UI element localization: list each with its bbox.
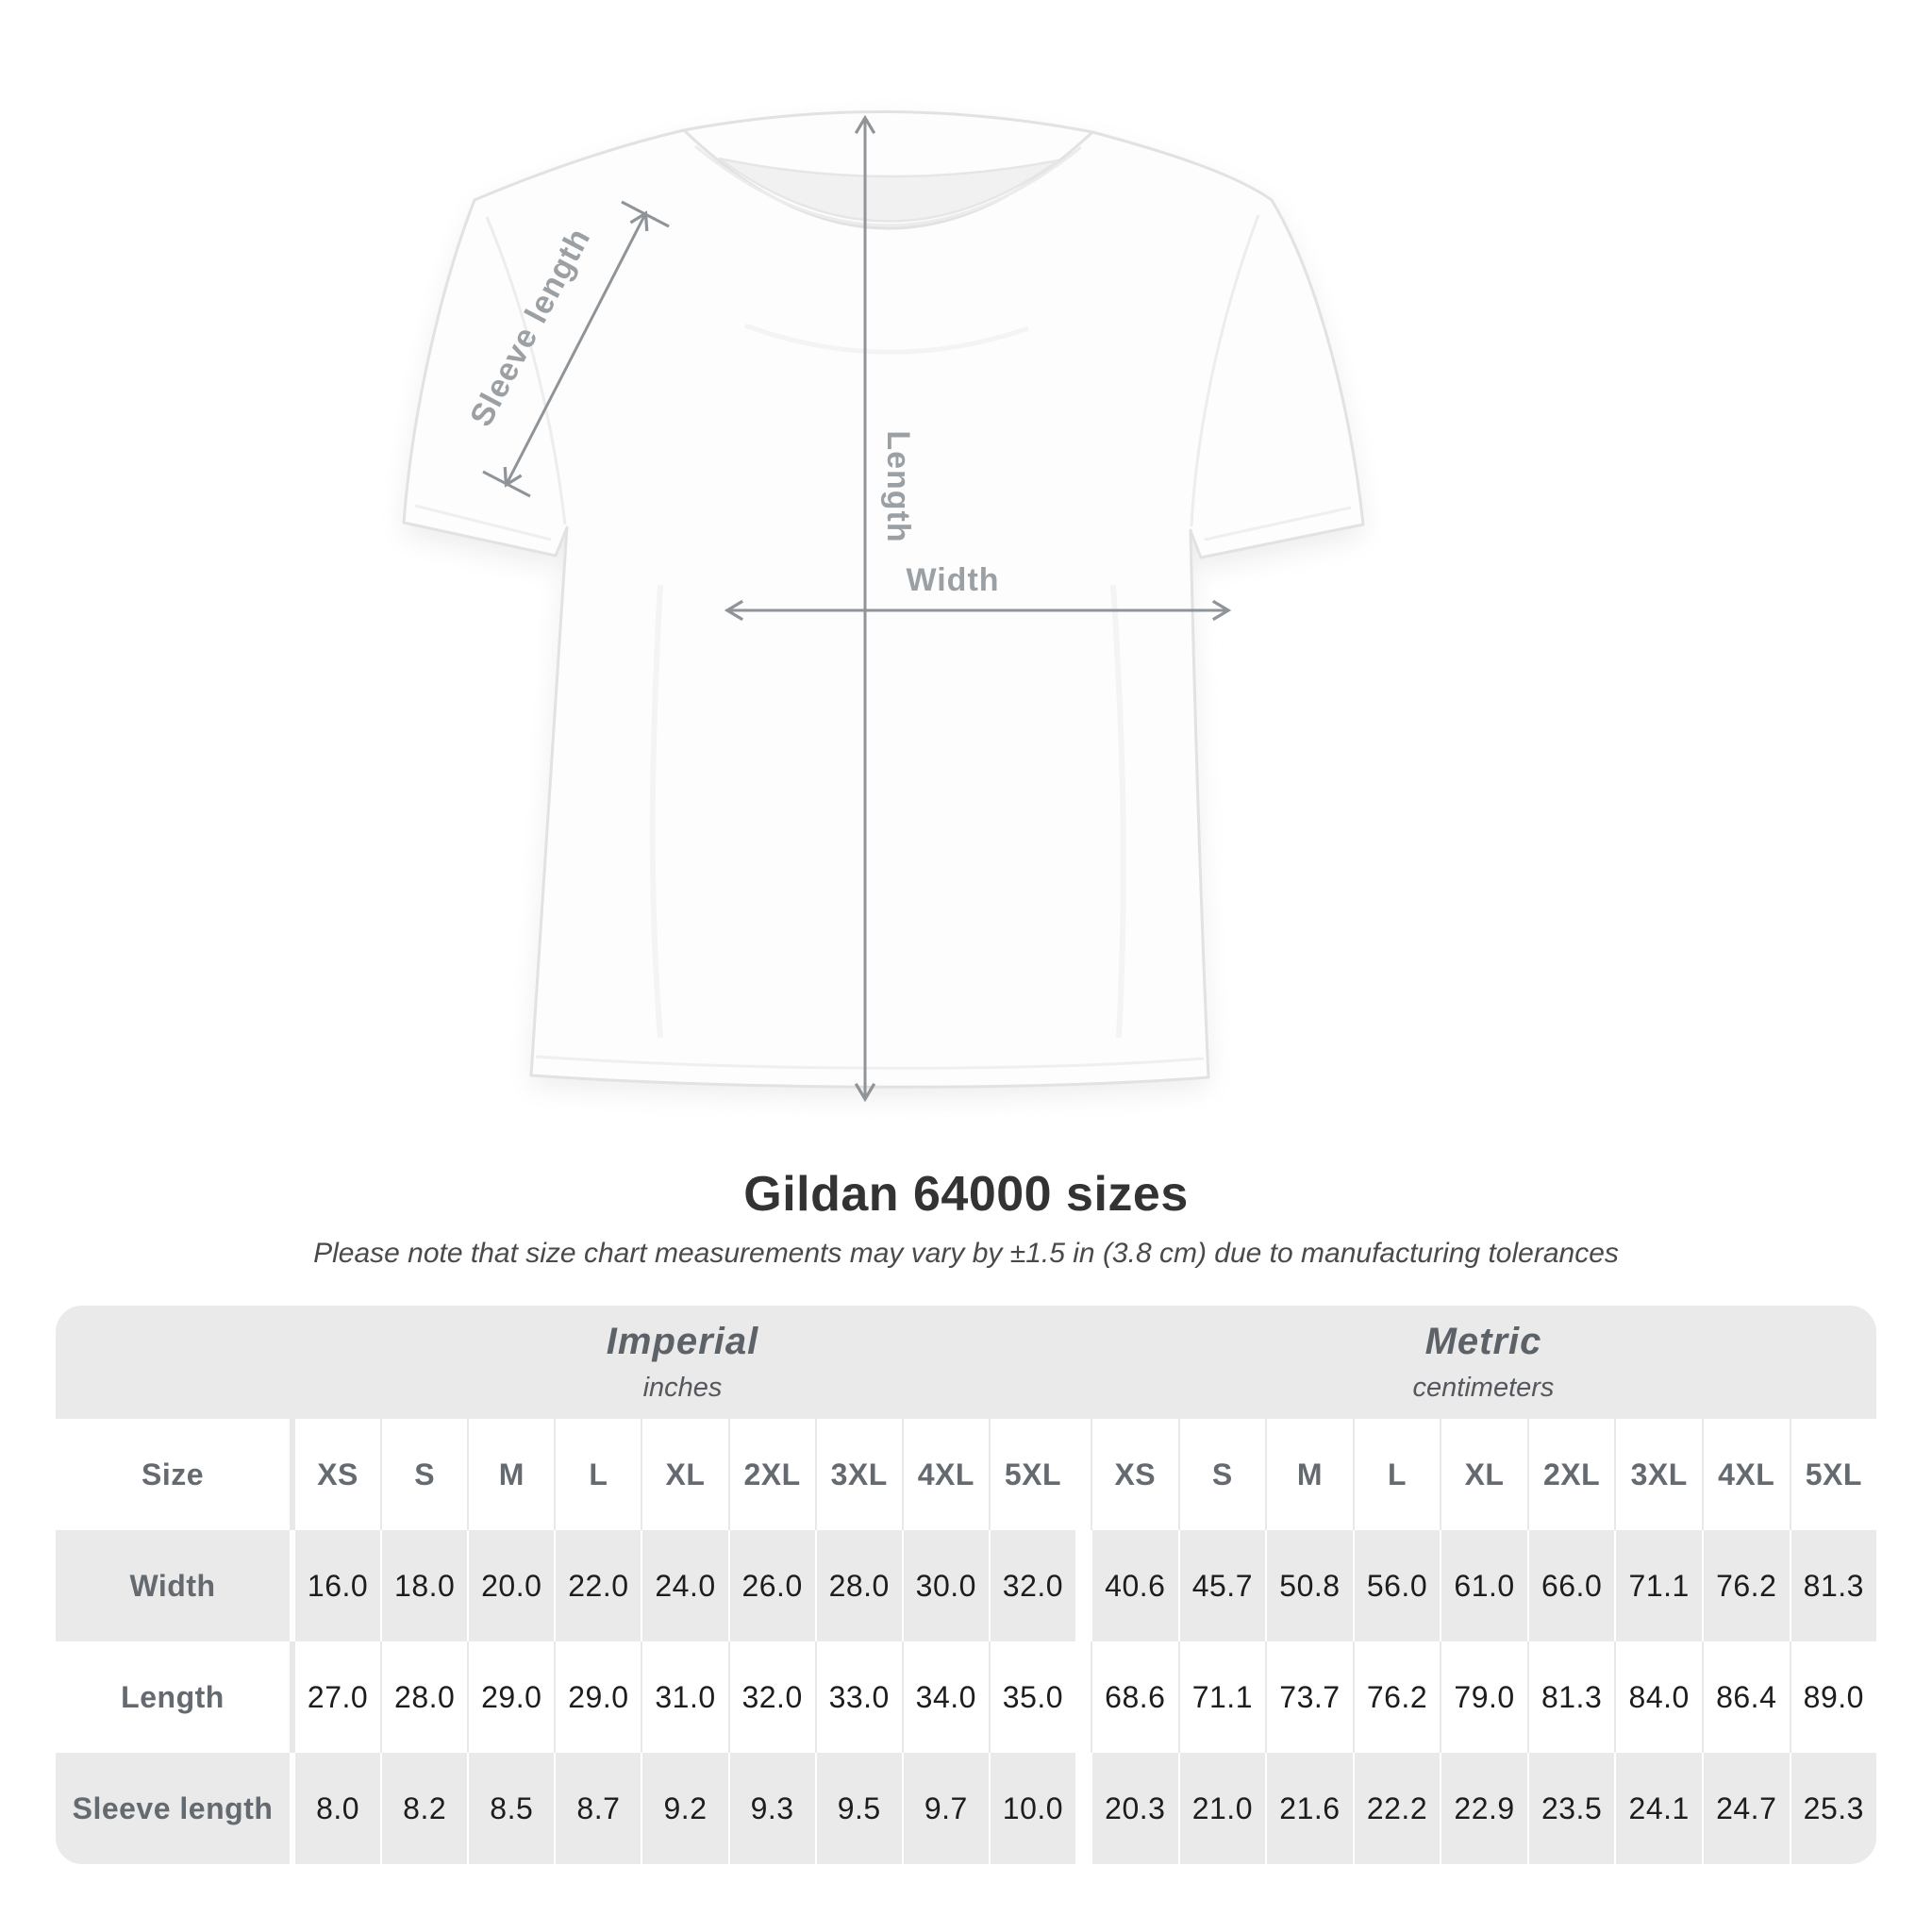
sleeve-length-label: Sleeve length [463,222,598,433]
unit-group-metric [1091,1321,1876,1404]
value-cell: 50.8 [1265,1530,1353,1641]
page-title: Gildan 64000 sizes [743,1167,1189,1222]
value-cell: 33.0 [815,1641,902,1753]
size-header-4xl: 4XL [1702,1419,1790,1530]
value-cell: 29.0 [554,1641,641,1753]
value-cell: 71.1 [1178,1641,1266,1753]
value-cell: 20.3 [1091,1753,1178,1864]
size-header-5xl: 5XL [1790,1419,1877,1530]
size-header-s: S [1178,1419,1266,1530]
length-imperial-values [290,1641,1075,1753]
value-cell: 28.0 [380,1641,467,1753]
value-cell: 40.6 [1091,1530,1178,1641]
group-gap [1075,1419,1091,1530]
value-cell: 76.2 [1353,1641,1441,1753]
imperial-label: Imperial [606,1321,759,1362]
size-header-2xl: 2XL [728,1419,815,1530]
value-cell: 61.0 [1440,1530,1527,1641]
length-metric-values [1091,1641,1876,1753]
size-header-l: L [1353,1419,1441,1530]
value-cell: 22.9 [1440,1753,1527,1864]
value-cell: 8.7 [554,1753,641,1864]
size-header-xs: XS [290,1419,380,1530]
imperial-unit-label: inches [642,1373,723,1403]
row-label-length: Length [121,1679,225,1714]
value-cell: 56.0 [1353,1530,1441,1641]
value-cell: 30.0 [902,1530,989,1641]
metric-unit-label: centimeters [1412,1373,1555,1403]
size-header-row [56,1419,1876,1530]
value-cell: 20.0 [467,1530,554,1641]
value-cell: 9.3 [728,1753,815,1864]
value-cell: 18.0 [380,1530,467,1641]
page-subtitle: Please note that size chart measurements may vary by ±1.5 in (3.8 cm) due to manufacturing tolerances [313,1238,1619,1269]
group-gap [1075,1641,1091,1753]
table-row-width [56,1530,1876,1641]
value-cell: 9.7 [902,1753,989,1864]
value-cell: 32.0 [728,1641,815,1753]
value-cell: 24.7 [1702,1753,1790,1864]
value-cell: 21.6 [1265,1753,1353,1864]
size-header-2xl: 2XL [1527,1419,1615,1530]
length-label: Length [880,430,916,543]
value-cell: 24.0 [641,1530,727,1641]
value-cell: 8.0 [290,1753,380,1864]
value-cell: 76.2 [1702,1530,1790,1641]
value-cell: 28.0 [815,1530,902,1641]
value-cell: 8.5 [467,1753,554,1864]
value-cell: 34.0 [902,1641,989,1753]
width-label: Width [906,562,1000,598]
group-gap [1075,1530,1091,1641]
value-cell: 79.0 [1440,1641,1527,1753]
width-metric-values [1091,1530,1876,1641]
width-imperial-values [290,1530,1075,1641]
size-header-3xl: 3XL [1614,1419,1702,1530]
value-cell: 73.7 [1265,1641,1353,1753]
value-cell: 16.0 [290,1530,380,1641]
value-cell: 26.0 [728,1530,815,1641]
metric-size-headers [1091,1419,1876,1530]
size-header-l: L [554,1419,641,1530]
row-label-width: Width [129,1568,216,1603]
unit-group-imperial [290,1321,1075,1404]
table-row-length [56,1641,1876,1753]
value-cell: 31.0 [641,1641,727,1753]
size-header-m: M [1265,1419,1353,1530]
value-cell: 9.5 [815,1753,902,1864]
size-header-xs: XS [1091,1419,1178,1530]
value-cell: 81.3 [1527,1641,1615,1753]
size-header-s: S [380,1419,467,1530]
value-cell: 10.0 [989,1753,1075,1864]
value-cell: 68.6 [1091,1641,1178,1753]
size-header-3xl: 3XL [815,1419,902,1530]
value-cell: 89.0 [1790,1641,1877,1753]
metric-label: Metric [1424,1321,1542,1362]
value-cell: 8.2 [380,1753,467,1864]
value-cell: 23.5 [1527,1753,1615,1864]
size-header-m: M [467,1419,554,1530]
value-cell: 27.0 [290,1641,380,1753]
imperial-size-headers [290,1419,1075,1530]
value-cell: 71.1 [1614,1530,1702,1641]
table-row-sleeve-length [56,1753,1876,1864]
size-table [56,1306,1876,1864]
sleeve-imperial-values [290,1753,1075,1864]
value-cell: 66.0 [1527,1530,1615,1641]
size-column-header: Size [141,1457,205,1491]
value-cell: 45.7 [1178,1530,1266,1641]
value-cell: 9.2 [641,1753,727,1864]
size-header-xl: XL [641,1419,727,1530]
sleeve-metric-values [1091,1753,1876,1864]
group-gap [1075,1753,1091,1864]
value-cell: 84.0 [1614,1641,1702,1753]
value-cell: 81.3 [1790,1530,1877,1641]
value-cell: 22.0 [554,1530,641,1641]
value-cell: 32.0 [989,1530,1075,1641]
value-cell: 21.0 [1178,1753,1266,1864]
value-cell: 25.3 [1790,1753,1877,1864]
value-cell: 35.0 [989,1641,1075,1753]
size-header-xl: XL [1440,1419,1527,1530]
value-cell: 24.1 [1614,1753,1702,1864]
unit-header-row [56,1306,1876,1419]
value-cell: 22.2 [1353,1753,1441,1864]
row-label-sleeve-length: Sleeve length [72,1790,274,1825]
value-cell: 29.0 [467,1641,554,1753]
size-header-4xl: 4XL [902,1419,989,1530]
size-header-5xl: 5XL [989,1419,1075,1530]
value-cell: 86.4 [1702,1641,1790,1753]
